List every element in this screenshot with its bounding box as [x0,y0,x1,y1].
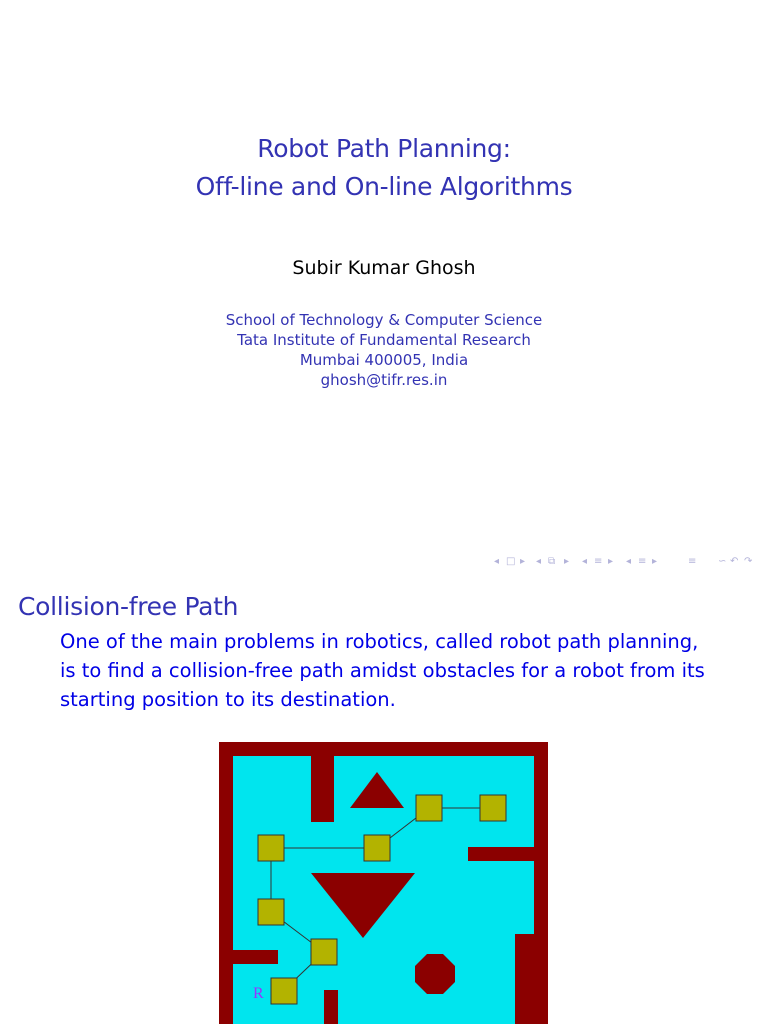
affiliation-institute: Tata Institute of Fundamental Research [237,331,531,349]
wall-top [311,756,334,822]
path-planning-figure [219,742,548,1024]
beamer-navigation-bar [490,556,760,570]
title-line-2: Off-line and On-line Algorithms [195,172,573,201]
robot-position [258,899,284,925]
section-icon[interactable]: ≡ [594,556,603,567]
robot-destination [480,795,506,821]
next-frame-icon[interactable]: ▸ [520,556,526,567]
robot-position [258,835,284,861]
undo-icon[interactable]: ↶ [730,556,739,567]
body-line-1: One of the main problems in robotics, called robot path planning, [60,630,699,653]
wall-right-upper [468,847,534,861]
wall-left [233,950,278,964]
prev-section-icon[interactable]: ◂ [582,556,588,567]
robot-position [271,978,297,1004]
robot-position [416,795,442,821]
search-icon[interactable]: ∽ [718,556,727,567]
prev-section-icon[interactable]: ◂ [626,556,632,567]
subsection-icon[interactable]: ⧉ [548,556,556,567]
affiliation-address: Mumbai 400005, India [299,351,469,369]
prev-frame-icon[interactable]: ◂ [494,556,500,567]
appendix-icon[interactable]: ≡ [688,556,697,567]
affiliation-email: ghosh@tifr.res.in [320,371,448,389]
wall-right-lower [515,934,534,1024]
prev-subsection-icon[interactable]: ◂ [536,556,542,567]
redo-icon[interactable]: ↷ [744,556,753,567]
robot-position [364,835,390,861]
section-icon[interactable]: ≡ [638,556,647,567]
robot-position [311,939,337,965]
wall-bottom [324,990,338,1024]
title-line-1: Robot Path Planning: [257,134,511,163]
next-section-icon[interactable]: ▸ [608,556,614,567]
body-line-2: is to find a collision-free path amidst obstacles for a robot from its [60,659,705,682]
next-section-icon[interactable]: ▸ [652,556,658,567]
robot-label: R [253,985,264,1002]
slide-title: Collision-free Path [18,592,239,621]
author-name: Subir Kumar Ghosh [292,257,476,279]
next-subsection-icon[interactable]: ▸ [564,556,570,567]
affiliation-school: School of Technology & Computer Science [225,311,543,329]
octagon-obstacle [415,954,455,994]
body-line-3: starting position to its destination. [60,688,396,711]
frame-icon[interactable]: □ [506,556,516,567]
workspace-diagram [219,742,548,1024]
